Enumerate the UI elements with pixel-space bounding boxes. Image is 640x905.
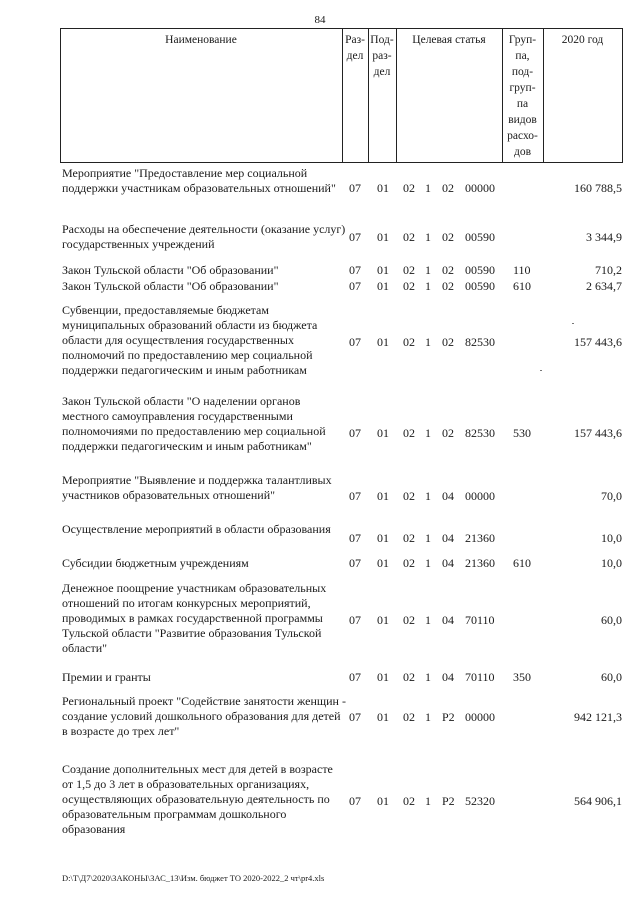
row-group: 530 [513,426,531,440]
row-group: 350 [513,670,531,684]
row-podrazdel: 01 [377,335,389,349]
row-razdel: 07 [349,613,361,627]
row-target-program: 02 [403,279,415,293]
row-target-event: P2 [442,794,455,808]
row-target-code: 21360 [465,531,495,545]
column-divider [60,29,61,162]
row-razdel: 07 [349,279,361,293]
row-target-subprogram: 1 [425,489,431,503]
row-podrazdel: 01 [377,489,389,503]
row-amount: 160 788,5 [574,181,622,195]
row-target-subprogram: 1 [425,279,431,293]
row-razdel: 07 [349,670,361,684]
row-target-program: 02 [403,230,415,244]
table-header [60,28,623,163]
row-target-program: 02 [403,613,415,627]
row-target-event: 02 [442,279,454,293]
row-target-subprogram: 1 [425,794,431,808]
row-target-event: 02 [442,426,454,440]
row-target-subprogram: 1 [425,613,431,627]
row-target-subprogram: 1 [425,181,431,195]
row-amount: 10,0 [601,556,622,570]
row-amount: 60,0 [601,670,622,684]
row-amount: 157 443,6 [574,426,622,440]
row-target-subprogram: 1 [425,263,431,277]
row-razdel: 07 [349,426,361,440]
row-name: Премии и гранты [62,670,151,684]
row-target-event: 04 [442,489,454,503]
row-target-code: 00590 [465,279,495,293]
row-group: 610 [513,556,531,570]
row-target-code: 00590 [465,263,495,277]
row-target-code: 21360 [465,556,495,570]
row-target-program: 02 [403,556,415,570]
row-podrazdel: 01 [377,670,389,684]
header-target: Целевая статья [412,34,486,46]
row-razdel: 07 [349,489,361,503]
row-target-code: 82530 [465,335,495,349]
row-target-program: 02 [403,426,415,440]
row-target-program: 02 [403,670,415,684]
row-razdel: 07 [349,794,361,808]
row-podrazdel: 01 [377,426,389,440]
row-amount: 2 634,7 [586,279,622,293]
row-razdel: 07 [349,710,361,724]
row-target-event: 02 [442,263,454,277]
row-target-subprogram: 1 [425,426,431,440]
row-target-subprogram: 1 [425,556,431,570]
row-amount: 70,0 [601,489,622,503]
row-target-event: 04 [442,670,454,684]
row-target-program: 02 [403,181,415,195]
row-target-code: 70110 [465,613,495,627]
header-year: 2020 год [561,34,604,46]
row-target-subprogram: 1 [425,531,431,545]
row-target-code: 00000 [465,489,495,503]
row-target-event: 02 [442,230,454,244]
row-amount: 60,0 [601,613,622,627]
row-name: Осуществление мероприятий в области образования [62,522,331,536]
row-podrazdel: 01 [377,230,389,244]
row-amount: 710,2 [595,263,622,277]
row-target-program: 02 [403,263,415,277]
header-podrazdel: Под- раз- дел [370,34,394,78]
row-target-code: 82530 [465,426,495,440]
row-name: Закон Тульской области "Об образовании" [62,263,279,277]
row-group: 610 [513,279,531,293]
row-name: Расходы на обеспечение деятельности (оказание услуг) государственных учреждений [62,222,346,251]
row-amount: 942 121,3 [574,710,622,724]
file-path-footer: D:\Т\Д7\2020\ЗАКОНЫ\ЗАС_13\Изм. бюджет ТО 2020-2022_2 чт\pr4.xls [62,873,325,883]
row-podrazdel: 01 [377,613,389,627]
row-target-subprogram: 1 [425,710,431,724]
row-podrazdel: 01 [377,263,389,277]
row-name: Субсидии бюджетным учреждениям [62,556,249,570]
row-target-event: 04 [442,556,454,570]
scan-speck [540,370,542,371]
column-divider [543,29,544,162]
row-target-subprogram: 1 [425,335,431,349]
row-name: Мероприятие "Выявление и поддержка талантливых участников образовательных отношений" [62,473,332,502]
row-razdel: 07 [349,181,361,195]
row-target-program: 02 [403,335,415,349]
scan-speck [572,323,574,324]
row-podrazdel: 01 [377,556,389,570]
row-razdel: 07 [349,335,361,349]
column-divider [622,29,623,162]
row-target-event: 04 [442,613,454,627]
row-name: Закон Тульской области "О наделении органов местного самоуправления государственными полномочиями по предоставлению мер социальной поддержки педагогическим и иным работникам" [62,394,326,453]
row-name: Региональный проект "Содействие занятости женщин - создание условий дошкольного образования для детей в возрасте до трех лет" [62,694,346,738]
row-podrazdel: 01 [377,794,389,808]
column-divider [396,29,397,162]
row-group: 110 [513,263,531,277]
row-target-event: P2 [442,710,455,724]
row-name: Создание дополнительных мест для детей в возрасте от 1,5 до 3 лет в образовательных организациях, осуществляющих образовательную деятельность по образовательным программам дошкольного образования [62,762,333,836]
row-podrazdel: 01 [377,531,389,545]
row-target-code: 70110 [465,670,495,684]
row-amount: 3 344,9 [586,230,622,244]
row-target-event: 02 [442,335,454,349]
row-target-program: 02 [403,489,415,503]
row-name: Закон Тульской области "Об образовании" [62,279,279,293]
row-target-code: 00000 [465,181,495,195]
row-name: Мероприятие "Предоставление мер социальной поддержки участникам образовательных отношений" [62,166,336,195]
row-target-program: 02 [403,531,415,545]
header-name: Наименование [165,34,237,46]
row-amount: 157 443,6 [574,335,622,349]
row-name: Денежное поощрение участникам образовательных отношений по итогам конкурсных мероприятий, проводимых в рамках государственной программы Тульской области "Развитие образования Тульской области" [62,581,327,655]
row-podrazdel: 01 [377,710,389,724]
row-name: Субвенции, предоставляемые бюджетам муниципальных образований области из бюджета области для осуществления государственных полномочий по предоставлению мер социальной поддержки педагогическим и иным работникам [62,303,318,377]
row-amount: 564 906,1 [574,794,622,808]
row-target-event: 02 [442,181,454,195]
row-razdel: 07 [349,263,361,277]
row-target-code: 00590 [465,230,495,244]
row-target-code: 00000 [465,710,495,724]
row-target-program: 02 [403,794,415,808]
row-razdel: 07 [349,230,361,244]
row-target-subprogram: 1 [425,230,431,244]
header-razdel: Раз- дел [345,34,365,62]
row-razdel: 07 [349,556,361,570]
row-podrazdel: 01 [377,279,389,293]
row-razdel: 07 [349,531,361,545]
row-amount: 10,0 [601,531,622,545]
page-number: 84 [314,14,326,26]
row-target-program: 02 [403,710,415,724]
row-target-subprogram: 1 [425,670,431,684]
row-target-event: 04 [442,531,454,545]
row-podrazdel: 01 [377,181,389,195]
row-target-code: 52320 [465,794,495,808]
header-group: Груп- па, под- груп- па видов расхо- дов [507,34,538,158]
